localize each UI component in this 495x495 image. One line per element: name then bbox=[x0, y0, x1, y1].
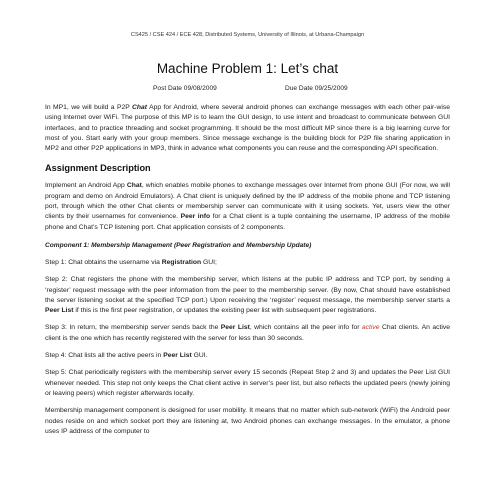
step3-text-2: , which contains all the peer info for bbox=[249, 324, 362, 332]
step-4 bbox=[45, 351, 450, 361]
step3-text-1: Step 3: In return, the membership server sends back the bbox=[45, 324, 221, 332]
step2-text-1: Step 2: Chat registers the phone with the membership server, which listens at the public IP address and TCP port, by sending a ‘register’ request message with the peer information from the peer to the membership server. (By now, Chat should have established the server listening socket at the specified TCP port.) Upon receiving the ‘register’ request message, the membership server starts a bbox=[45, 276, 450, 304]
description-paragraph bbox=[45, 181, 450, 232]
step1-text-1: Step 1: Chat obtains the username via bbox=[45, 258, 162, 266]
page-title: Machine Problem 1: Let’s chat bbox=[156, 61, 339, 76]
desc-peer-info-term: Peer info bbox=[180, 213, 211, 221]
step3-active-term: active bbox=[361, 324, 380, 332]
step-2 bbox=[45, 275, 450, 316]
desc-text-2: , which enables mobile phones to exchange messages over Internet from phone GUI (For now, we will program and demo on Android Emulators). A Chat client is uniquely defined by the IP address of the mobile phone and TCP listening port, through which the other Chat clients or membership server can communicate with it using sockets. Yet, users view the other clients by their usernames for convenience. bbox=[45, 182, 450, 221]
step-3 bbox=[45, 323, 450, 344]
step3-peer-list-term: Peer List bbox=[220, 324, 250, 332]
step-5: Step 5: Chat periodically registers with the membership server every 15 seconds (Repeat Step 2 and 3) and updates the Peer List GUI whenever needed. This step not only keeps the Chat client active in server’s peer list, but also reflects the updated peers (newly joining or leaving peers) which register afterwards locally. bbox=[45, 369, 450, 397]
intro-text-2: App for Android, where several android phones can exchange messages with each other pair-wise using Internet over WiFi. The purpose of this MP is to learn the GUI design, to use intent and broadcast to communicate between GUI interfaces, and to practice threading and socket programming. It should be the most difficult MP since there is a big learning curve for most of you. Start early with your group members. Since message exchange is the building block for P2P file sharing application in MP2 and other P2P applications in MP3, think in advance what components you can reuse and the corresponding API specification. bbox=[45, 104, 450, 153]
step2-text-2: if this is the first peer registration, or updates the existing peer list with subsequent peer registrations. bbox=[73, 307, 377, 315]
intro-chat-term: Chat bbox=[132, 104, 148, 111]
step4-text-2: GUI. bbox=[191, 352, 208, 360]
post-date: Post Date 09/08/2009 bbox=[153, 85, 217, 92]
desc-chat-term: Chat bbox=[126, 182, 142, 190]
desc-text-1: Implement an Android App bbox=[45, 182, 127, 190]
step-1 bbox=[45, 258, 450, 268]
intro-paragraph bbox=[45, 103, 450, 154]
step4-text-1: Step 4: Chat lists all the active peers in bbox=[45, 352, 164, 360]
step3-text-3: Chat clients. An active client is the one which has recently registered with the server for less than 30 seconds. bbox=[45, 324, 450, 342]
desc-text-3: for a Chat client is a tuple containing the username, IP address of the mobile phone and Chat’s TCP listening port. Chat application consists of 2 components. bbox=[45, 213, 450, 231]
component-1-heading: Component 1: Membership Management (Peer Registration and Membership Update) bbox=[45, 241, 312, 249]
step2-peer-list-term: Peer List bbox=[45, 307, 74, 315]
intro-text-1: In MP1, we will build a P2P bbox=[45, 104, 133, 111]
due-date: Due Date 09/25/2009 bbox=[285, 85, 348, 92]
step4-peer-list-term: Peer List bbox=[163, 352, 192, 360]
mobility-paragraph: Membership management component is designed for user mobility. It means that no matter which sub-network (WiFi) the Android peer nodes reside on and which socket port they are listening at, two Android phones can exchange messages. In the emulator, a phone uses IP address of the computer to bbox=[45, 407, 450, 435]
step1-text-2: GUI; bbox=[201, 258, 217, 266]
course-header: CS425 / CSE 424 / ECE 428, Distributed Systems, University of Illinois, at Urbana-Champaign bbox=[130, 32, 365, 38]
step1-registration-term: Registration bbox=[161, 258, 202, 266]
assignment-heading: Assignment Description bbox=[45, 163, 151, 174]
dates-row bbox=[45, 84, 450, 94]
